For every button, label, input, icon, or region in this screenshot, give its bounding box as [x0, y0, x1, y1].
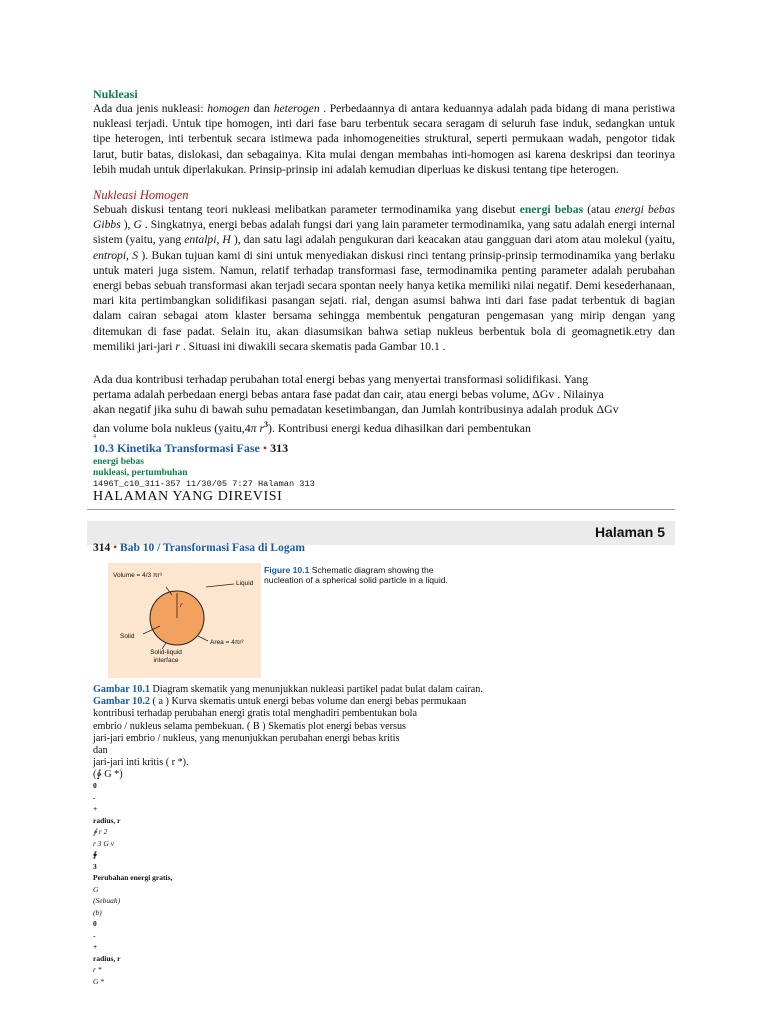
text-run: . Singkatnya, energi bebas adalah fungsi dari yang lain parameter termodinamika, yang satu adalah energi internal sistem (yaitu, yang	[93, 218, 676, 247]
caption-text: ( a ) Kurva skematis untuk energi bebas volume dan energi bebas permukaan	[149, 696, 467, 708]
fragment: -	[93, 930, 96, 940]
figure-fragments	[93, 780, 172, 987]
fragment: 0	[93, 919, 97, 928]
pointer-area	[198, 636, 208, 641]
page-number: 313	[270, 441, 289, 455]
file-info-line: 1496T_c10_311-357 11/30/05 7:27 Halaman 313	[93, 479, 315, 489]
caption-label: Gambar 10.1	[93, 684, 150, 695]
caption-line: (∲ G *)	[93, 769, 123, 781]
caption-line: embrio / nukleus selama pembekuan. ( B ) Skematis plot energi bebas versus	[93, 720, 407, 732]
symbol-r: r	[175, 339, 180, 353]
fragment: +	[93, 942, 98, 951]
margin-keywords	[93, 457, 188, 479]
footnote-mark: 4	[93, 434, 96, 440]
label-volume: Volume = 4/3 πr³	[113, 572, 162, 579]
fragment: (Sebuah)	[93, 896, 121, 905]
fragment: radius, r	[93, 953, 121, 963]
caption-label: Gambar 10.2	[93, 696, 150, 708]
label-r: r	[180, 601, 183, 609]
fragment: G *	[93, 976, 105, 986]
paragraph-kontribusi	[93, 372, 619, 436]
text-run: ),	[120, 218, 134, 232]
text-run: Ada dua jenis nukleasi:	[93, 102, 208, 115]
caption-line: kontribusi terhadap perubahan energi gratis total menghadiri pembentukan bola	[93, 708, 418, 720]
label-liquid: Liquid	[236, 580, 254, 587]
text-line	[93, 417, 619, 436]
running-header-314	[93, 542, 305, 554]
fragment: ∲ r 2	[93, 827, 108, 836]
text-run: dan volume bola nukleus (yaitu,4	[93, 420, 251, 435]
paragraph-homogen	[93, 202, 675, 354]
term-heterogen: heterogen	[273, 102, 320, 115]
text-run: Sebuah diskusi tentang teori nukleasi melibatkan parameter termodinamika yang disebut	[93, 203, 520, 216]
figure-label: Figure 10.1	[264, 565, 310, 575]
fragment: Perubahan energi gratis,	[93, 873, 173, 882]
fragment: ∲	[93, 850, 97, 859]
fragment: (b)	[93, 907, 102, 917]
figure-caption-en	[264, 565, 464, 585]
caption-line: dan	[93, 745, 108, 757]
text-line: Ada dua kontribusi terhadap perubahan total energi bebas yang menyertai transformasi solidifikasi. Yang	[93, 372, 589, 386]
figure-caption-text: Schematic diagram showing the nucleation of a spherical solid particle in a liquid.	[264, 565, 448, 585]
bullet: •	[262, 441, 268, 455]
keyword-energi-bebas: energi bebas	[519, 203, 584, 216]
revised-label: HALAMAN YANG DIREVISI	[93, 489, 283, 504]
section-title: 10.3 Kinetika Transformasi Fase	[93, 441, 260, 455]
figure-10-1-image	[108, 563, 261, 678]
keyword: energi bebas	[93, 457, 144, 467]
page-number: 314	[93, 542, 111, 554]
text-run: . Perbedaannya di antara keduannya adalah pada bidang di mana peristiwa nukleasi terjadi. Untuk tipe homogen, inti dari fase baru terbentuk secara seragam di seluruh fase induk, sedangkan untuk tipe heterogen, inti terbentuk secara istimewa pada inhomogeneities struktural, seperti permukaan wadah, pengotor tidak larut, butir batas, dislokasi, dan sebagainya. Kita mulai dengan membahas inti-homogen asi karena deskripsi dan teorinya lebih mudah untuk diperlakukan. Prinsip-prinsip ini adalah kemudian diperluas ke diskusi tentang tipe heterogen.	[93, 102, 676, 176]
term-entropi: entropi, S	[93, 248, 139, 262]
term-entalpi: entalpi, H	[184, 233, 231, 247]
term-homogen: homogen	[207, 102, 250, 115]
text-run: . Situasi ini diwakili secara skematis pada Gambar 10.1 .	[179, 339, 446, 353]
paragraph-nukleasi	[93, 101, 675, 177]
caption-gambar-10-1	[93, 684, 483, 696]
bullet: •	[113, 542, 118, 554]
section-heading-nukleasi: Nukleasi	[93, 87, 138, 101]
divider	[87, 509, 675, 510]
text-run: (atau	[583, 203, 615, 216]
caption-line: jari-jari inti kritis ( r *).	[93, 757, 189, 769]
text-line: pertama adalah perbedaan energi bebas antara fase padat dan cair, atau energi bebas volume, ΔGv . Nilainya	[93, 387, 604, 401]
running-header-313	[93, 441, 288, 456]
text-run: ). Bukan tujuan kami di sini untuk menyediakan diskusi rinci tentang prinsip-prinsip termodinamika yang berlaku untuk materi juga sistem. Namun, relatif terhadap transformasi fase, termodinamika penting parameter adalah perubahan energi bebas sebuah transformasi akan terjadi secara spontan neely hanya ketika memiliki nilai negatif. Demi kesederhanaan, mari kita pertimbangkan solidifikasi pasangan sejati. rial, dengan asumsi bahwa inti dari fase padat terbentuk di bagian dalam cairan sebagai atom klaster bersama sehingga membentuk pengaturan pengemasan yang mirip dengan yang ditemukan di fase padat. Selain itu, akan diasumsikan bahwa setiap nukleus berbentuk bola di geomagnetik.etry dan memiliki jari-jari	[93, 248, 675, 353]
fragment: +	[93, 804, 98, 813]
keyword: nukleasi, pertumbuhan	[93, 468, 188, 478]
superscript: 3	[264, 420, 269, 429]
text-run: dan	[249, 102, 274, 115]
fragment: -	[93, 792, 96, 802]
fragment: G	[93, 884, 99, 894]
page-label: Halaman 5	[594, 524, 665, 540]
captions-block	[93, 684, 483, 782]
text-line: akan negatif jika suhu di bawah suhu pemadatan kesetimbangan, dan Jumlah kontribusinya adalah produk ΔGv	[93, 402, 619, 416]
fragment: r 3 G v	[93, 838, 115, 848]
caption-text: Diagram skematik yang menunjukkan nukleasi partikel padat bulat dalam cairan.	[149, 684, 483, 695]
fragment: 3	[93, 861, 97, 871]
text-run: ), dan satu lagi adalah pengukuran dari keacakan atau gangguan dari atom atau molekul (yaitu,	[230, 233, 675, 247]
fragment: radius, r	[93, 815, 121, 825]
label-solid: Solid	[120, 633, 135, 640]
symbol-pi-r: π r	[250, 420, 265, 435]
chapter-title: Bab 10 / Transformasi Fasa di Logam	[120, 542, 305, 554]
label-area: Area = 4πr²	[210, 639, 244, 646]
symbol-g: G	[133, 218, 142, 232]
fragment: 0	[93, 781, 97, 790]
text-run: ). Kontribusi energi kedua dihasilkan dari pembentukan	[268, 420, 531, 435]
fragment: r *	[93, 965, 102, 974]
term-gibbs: energi bebas Gibbs	[93, 203, 676, 232]
caption-gambar-10-2	[93, 696, 483, 708]
label-interface: Solid-liquid interface	[150, 649, 182, 664]
pointer-liquid	[206, 584, 234, 587]
subheading-nukleasi-homogen: Nukleasi Homogen	[93, 188, 189, 202]
caption-line: jari-jari embrio / nukleus, yang menunjukkan perubahan energi bebas kritis	[93, 732, 400, 744]
